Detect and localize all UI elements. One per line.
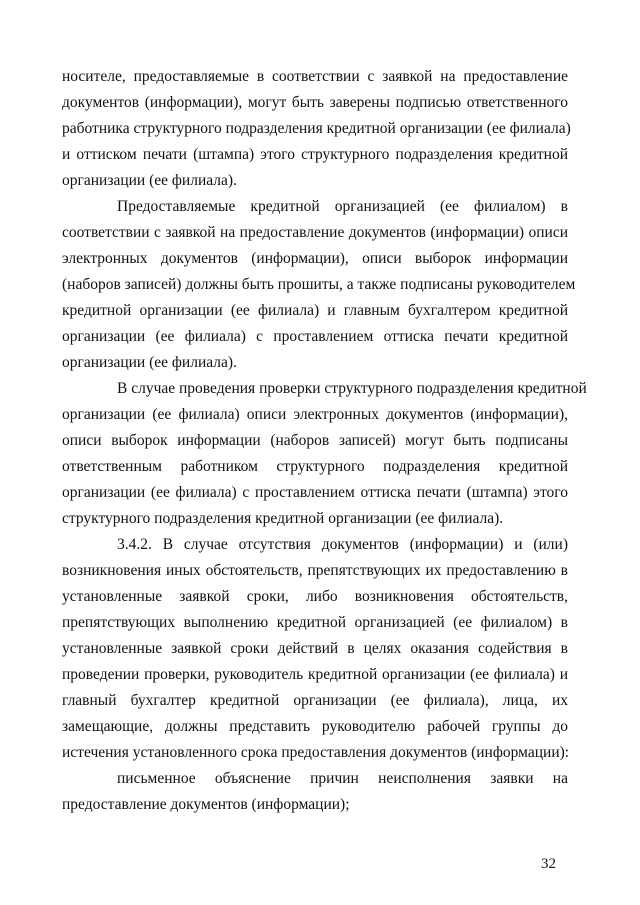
text-line: документов (информации), могут быть заверены подписью ответственного — [62, 94, 568, 111]
text-line: возникновения иных обстоятельств, препятствующих их предоставлению в — [62, 562, 568, 579]
paragraph — [62, 64, 571, 194]
text-line: описи выборок информации (наборов записей) могут быть подписаны — [62, 432, 568, 449]
paragraph — [62, 194, 576, 376]
text-line: организации (ее филиала). — [62, 354, 237, 371]
text-line: структурного подразделения кредитной организации (ее филиала). — [62, 510, 504, 527]
text-line: В случае проведения проверки структурного подразделения кредитной — [117, 380, 587, 397]
paragraph — [62, 532, 568, 766]
text-line: установленные заявкой сроки действий в целях оказания содействия в — [62, 640, 568, 657]
text-line: 3.4.2. В случае отсутствия документов (информации) и (или) — [117, 536, 568, 553]
text-line: кредитной организации (ее филиала) и главным бухгалтером кредитной — [62, 302, 568, 319]
text-line: замещающие, должны представить руководителю рабочей группы до — [62, 718, 568, 735]
text-line: ответственным работником структурного подразделения кредитной — [62, 458, 568, 475]
text-line: организации (ее филиала) с проставлением оттиска печати (штампа) этого — [62, 484, 568, 501]
text-line: организации (ее филиала). — [62, 172, 237, 189]
text-line: истечения установленного срока предоставления документов (информации): — [62, 744, 570, 761]
text-line: электронных документов (информации), описи выборок информации — [62, 250, 568, 267]
text-line: работника структурного подразделения кредитной организации (ее филиала) — [62, 120, 571, 137]
text-line: установленные заявкой сроки, либо возникновения обстоятельств, — [62, 588, 568, 605]
document-body — [62, 64, 587, 818]
text-line: Предоставляемые кредитной организацией (ее филиалом) в — [117, 198, 568, 215]
text-line: главный бухгалтер кредитной организации (ее филиала), лица, их — [62, 692, 568, 709]
text-line: (наборов записей) должны быть прошиты, а также подписаны руководителем — [62, 276, 576, 293]
text-line: письменное объяснение причин неисполнения заявки на — [117, 770, 568, 787]
paragraph — [62, 376, 587, 532]
text-line: и оттиском печати (штампа) этого структурного подразделения кредитной — [62, 146, 568, 163]
text-line: соответствии с заявкой на предоставление документов (информации) описи — [62, 224, 568, 241]
text-line: проведении проверки, руководитель кредитной организации (ее филиала) и — [62, 666, 568, 683]
page-number: 32 — [541, 856, 556, 872]
paragraph — [62, 766, 568, 818]
text-line: носителе, предоставляемые в соответствии с заявкой на предоставление — [62, 68, 568, 85]
text-line: организации (ее филиала) описи электронных документов (информации), — [62, 406, 568, 423]
text-line: препятствующих выполнению кредитной организацией (ее филиалом) в — [62, 614, 568, 631]
text-line: предоставление документов (информации); — [62, 796, 350, 813]
text-line: организации (ее филиала) с проставлением оттиска печати кредитной — [62, 328, 568, 345]
